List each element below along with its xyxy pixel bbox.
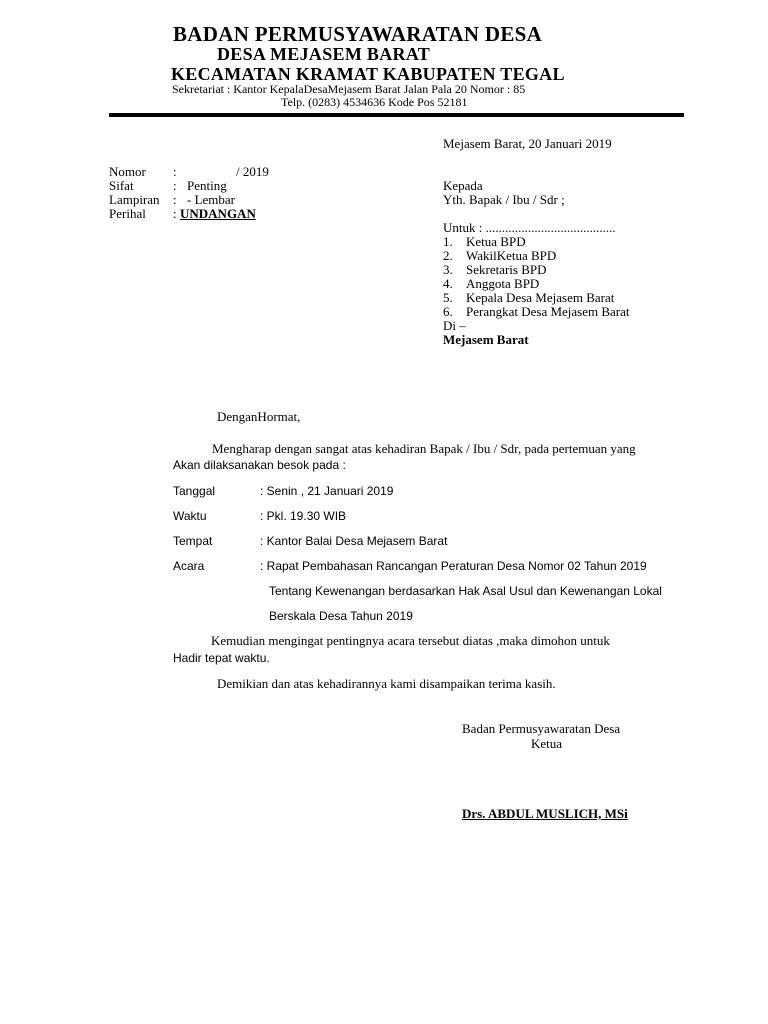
recipient-place: Mejasem Barat [443, 332, 529, 347]
detail-value-tanggal: : Senin , 21 Januari 2019 [260, 484, 394, 498]
recipient-kepada: Kepada [443, 178, 483, 193]
closing-line-2: Hadir tepat waktu. [173, 651, 270, 665]
detail-label-waktu: Waktu [173, 509, 207, 523]
place-date: Mejasem Barat, 20 Januari 2019 [443, 136, 612, 151]
intro-line-1: Mengharap dengan sangat atas kehadiran Bapak / Ibu / Sdr, pada pertemuan yang [212, 441, 636, 456]
recipient-num: 5. [443, 290, 453, 305]
acara-continuation-1: Tentang Kewenangan berdasarkan Hak Asal Usul dan Kewenangan Lokal [269, 584, 662, 598]
thanks-line: Demikian dan atas kehadirannya kami disampaikan terima kasih. [217, 676, 556, 691]
recipient-item: Sekretaris BPD [466, 262, 547, 277]
recipient-item: Kepala Desa Mejasem Barat [466, 290, 615, 305]
village-name: DESA MEJASEM BARAT [217, 44, 431, 64]
detail-value-tempat: : Kantor Balai Desa Mejasem Barat [260, 534, 448, 548]
detail-label-tempat: Tempat [173, 534, 213, 548]
signature-name: Drs. ABDUL MUSLICH, MSi [462, 806, 628, 821]
signature-title: Ketua [531, 736, 563, 751]
meta-value-nomor: / 2019 [236, 164, 269, 179]
meta-label-perihal: Perihal [109, 206, 146, 221]
recipient-yth: Yth. Bapak / Ibu / Sdr ; [443, 192, 565, 207]
detail-value-waktu: : Pkl. 19.30 WIB [260, 509, 347, 523]
detail-label-acara: Acara [173, 559, 205, 573]
recipient-num: 6. [443, 304, 453, 319]
meta-value-perihal: UNDANGAN [180, 206, 256, 221]
acara-continuation-2: Berskala Desa Tahun 2019 [269, 609, 413, 623]
meta-sep: : [173, 164, 177, 179]
recipient-item: WakilKetua BPD [466, 248, 557, 263]
meta-label-nomor: Nomor [109, 164, 146, 179]
meta-sep: : [173, 206, 177, 221]
recipient-item: Perangkat Desa Mejasem Barat [466, 304, 630, 319]
recipient-untuk: Untuk : ........................................ [443, 220, 616, 235]
recipient-num: 1. [443, 234, 453, 249]
detail-value-acara: : Rapat Pembahasan Rancangan Peraturan Desa Nomor 02 Tahun 2019 [260, 559, 647, 573]
header-divider [109, 113, 684, 117]
recipient-item: Anggota BPD [466, 276, 540, 291]
district-name: KECAMATAN KRAMAT KABUPATEN TEGAL [171, 64, 565, 84]
meta-sep: : [173, 178, 177, 193]
recipient-num: 2. [443, 248, 453, 263]
recipient-num: 3. [443, 262, 453, 277]
greeting: DenganHormat, [217, 409, 301, 424]
recipient-di: Di – [443, 318, 466, 333]
meta-label-lampiran: Lampiran [109, 192, 160, 207]
intro-line-2: Akan dilaksanakan besok pada : [173, 458, 346, 472]
address-line: Sekretariat : Kantor KepalaDesaMejasem Barat Jalan Pala 20 Nomor : 85 [172, 82, 526, 96]
contact-line: Telp. (0283) 4534636 Kode Pos 52181 [281, 95, 468, 109]
signature-org: Badan Permusyawaratan Desa [462, 721, 621, 736]
org-name: BADAN PERMUSYAWARATAN DESA [173, 22, 543, 46]
recipient-item: Ketua BPD [466, 234, 526, 249]
closing-line-1: Kemudian mengingat pentingnya acara tersebut diatas ,maka dimohon untuk [211, 633, 610, 648]
detail-label-tanggal: Tanggal [173, 484, 216, 498]
meta-value-lampiran: - Lembar [187, 192, 236, 207]
recipient-num: 4. [443, 276, 453, 291]
meta-label-sifat: Sifat [109, 178, 134, 193]
meta-value-sifat: Penting [187, 178, 227, 193]
meta-sep: : [173, 192, 177, 207]
